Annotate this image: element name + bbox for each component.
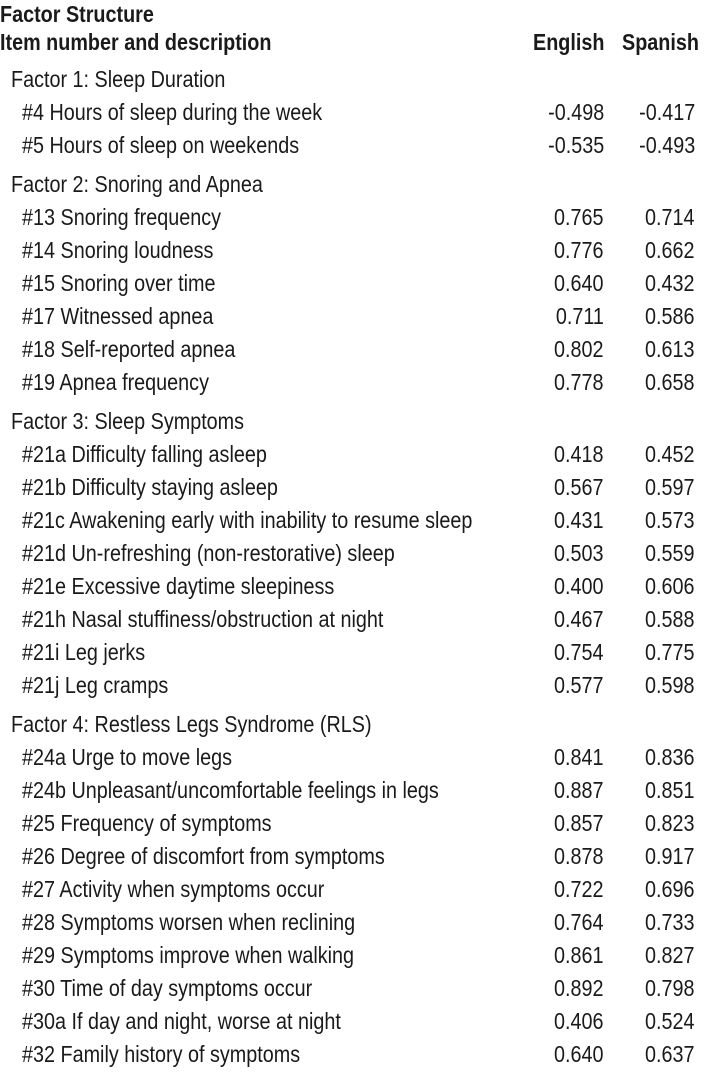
table-row	[0, 740, 707, 773]
item-description: #15 Snoring over time	[22, 270, 216, 296]
english-loading: 0.861	[554, 942, 604, 968]
table-row	[0, 1037, 707, 1070]
item-description: #21d Un-refreshing (non-restorative) sleep	[22, 540, 395, 566]
english-loading: 0.567	[554, 474, 604, 500]
table-row	[0, 470, 707, 503]
table-row	[0, 806, 707, 839]
table-row	[0, 536, 707, 569]
item-description: #28 Symptoms worsen when reclining	[22, 909, 356, 935]
table-title: Factor Structure	[0, 1, 154, 27]
item-description: #14 Snoring loudness	[22, 237, 214, 263]
spanish-loading: 0.851	[645, 777, 695, 803]
factor-heading	[0, 404, 707, 437]
item-description: #26 Degree of discomfort from symptoms	[22, 843, 385, 869]
item-description: #24a Urge to move legs	[22, 744, 233, 770]
spanish-loading: 0.586	[645, 303, 695, 329]
english-loading: 0.841	[554, 744, 604, 770]
english-loading: 0.765	[554, 204, 604, 230]
spanish-loading: 0.714	[645, 204, 695, 230]
spanish-loading: 0.432	[645, 270, 695, 296]
english-loading: 0.418	[554, 441, 604, 467]
table-row	[0, 773, 707, 806]
table-row	[0, 200, 707, 233]
factor-label: Factor 4: Restless Legs Syndrome (RLS)	[11, 711, 372, 737]
english-loading: 0.711	[555, 303, 604, 329]
english-loading: 0.778	[554, 369, 604, 395]
item-description: #21h Nasal stuffiness/obstruction at night	[22, 606, 384, 632]
table-row	[0, 233, 707, 266]
english-loading: 0.776	[554, 237, 604, 263]
spanish-loading: 0.662	[645, 237, 695, 263]
factor-heading	[0, 167, 707, 200]
table-row	[0, 1004, 707, 1037]
item-description: #21e Excessive daytime sleepiness	[22, 573, 335, 599]
item-description: #5 Hours of sleep on weekends	[22, 132, 300, 158]
item-description: #17 Witnessed apnea	[22, 303, 214, 329]
table-row	[0, 938, 707, 971]
item-description: #29 Symptoms improve when walking	[22, 942, 355, 968]
table-row	[0, 872, 707, 905]
table-row	[0, 569, 707, 602]
column-header-spanish: Spanish	[622, 29, 699, 55]
table-row	[0, 503, 707, 536]
item-description: #30a If day and night, worse at night	[22, 1008, 341, 1034]
spanish-loading: 0.524	[645, 1008, 695, 1034]
table-row	[0, 437, 707, 470]
item-description: #24b Unpleasant/uncomfortable feelings in legs	[22, 777, 439, 803]
item-description: #21a Difficulty falling asleep	[22, 441, 267, 467]
item-description: #25 Frequency of symptoms	[22, 810, 272, 836]
item-description: #30 Time of day symptoms occur	[22, 975, 313, 1001]
english-loading: 0.406	[554, 1008, 604, 1034]
item-description: #4 Hours of sleep during the week	[22, 99, 323, 125]
item-description: #13 Snoring frequency	[22, 204, 222, 230]
english-loading: 0.892	[554, 975, 604, 1001]
spanish-loading: 0.598	[645, 672, 695, 698]
english-loading: 0.431	[554, 507, 604, 533]
table-row	[0, 971, 707, 1004]
english-loading: 0.722	[554, 876, 604, 902]
spanish-loading: 0.658	[645, 369, 695, 395]
english-loading: 0.887	[554, 777, 604, 803]
english-loading: 0.503	[554, 540, 604, 566]
factor-table-body	[0, 62, 707, 1070]
item-description: #21j Leg cramps	[22, 672, 169, 698]
spanish-loading: -0.417	[638, 99, 695, 125]
table-row	[0, 905, 707, 938]
english-loading: -0.535	[547, 132, 604, 158]
spanish-loading: 0.733	[645, 909, 695, 935]
english-loading: 0.802	[554, 336, 604, 362]
item-description: #21i Leg jerks	[22, 639, 146, 665]
factor-label: Factor 2: Snoring and Apnea	[11, 171, 263, 197]
table-row	[0, 332, 707, 365]
table-row	[0, 668, 707, 701]
english-loading: 0.857	[554, 810, 604, 836]
item-description: #21b Difficulty staying asleep	[22, 474, 278, 500]
english-loading: 0.764	[554, 909, 604, 935]
table-row	[0, 95, 707, 128]
table-row	[0, 365, 707, 398]
english-loading: 0.754	[554, 639, 604, 665]
english-loading: 0.467	[554, 606, 604, 632]
table-row	[0, 128, 707, 161]
english-loading: 0.878	[554, 843, 604, 869]
factor-heading	[0, 62, 707, 95]
item-description: #27 Activity when symptoms occur	[22, 876, 325, 902]
table-row	[0, 602, 707, 635]
column-header-english: English	[533, 29, 605, 55]
english-loading: 0.640	[554, 270, 604, 296]
table-row	[0, 266, 707, 299]
spanish-loading: 0.452	[645, 441, 695, 467]
item-description: #32 Family history of symptoms	[22, 1041, 301, 1067]
spanish-loading: 0.588	[645, 606, 695, 632]
table-row	[0, 635, 707, 668]
factor-heading	[0, 707, 707, 740]
spanish-loading: 0.775	[645, 639, 695, 665]
spanish-loading: 0.823	[645, 810, 695, 836]
factor-label: Factor 3: Sleep Symptoms	[11, 408, 245, 434]
item-description: #19 Apnea frequency	[22, 369, 209, 395]
spanish-loading: 0.637	[645, 1041, 695, 1067]
column-header-item: Item number and description	[0, 29, 272, 55]
spanish-loading: 0.559	[645, 540, 695, 566]
item-description: #21c Awakening early with inability to resume sleep	[22, 507, 473, 533]
spanish-loading: 0.696	[645, 876, 695, 902]
english-loading: -0.498	[547, 99, 604, 125]
spanish-loading: 0.613	[645, 336, 695, 362]
spanish-loading: 0.597	[645, 474, 695, 500]
item-description: #18 Self-reported apnea	[22, 336, 236, 362]
table-row	[0, 299, 707, 332]
spanish-loading: -0.493	[638, 132, 695, 158]
spanish-loading: 0.798	[645, 975, 695, 1001]
english-loading: 0.400	[554, 573, 604, 599]
english-loading: 0.577	[554, 672, 604, 698]
spanish-loading: 0.917	[645, 843, 695, 869]
english-loading: 0.640	[554, 1041, 604, 1067]
spanish-loading: 0.836	[645, 744, 695, 770]
spanish-loading: 0.606	[645, 573, 695, 599]
table-row	[0, 839, 707, 872]
spanish-loading: 0.827	[645, 942, 695, 968]
factor-label: Factor 1: Sleep Duration	[11, 66, 226, 92]
spanish-loading: 0.573	[645, 507, 695, 533]
